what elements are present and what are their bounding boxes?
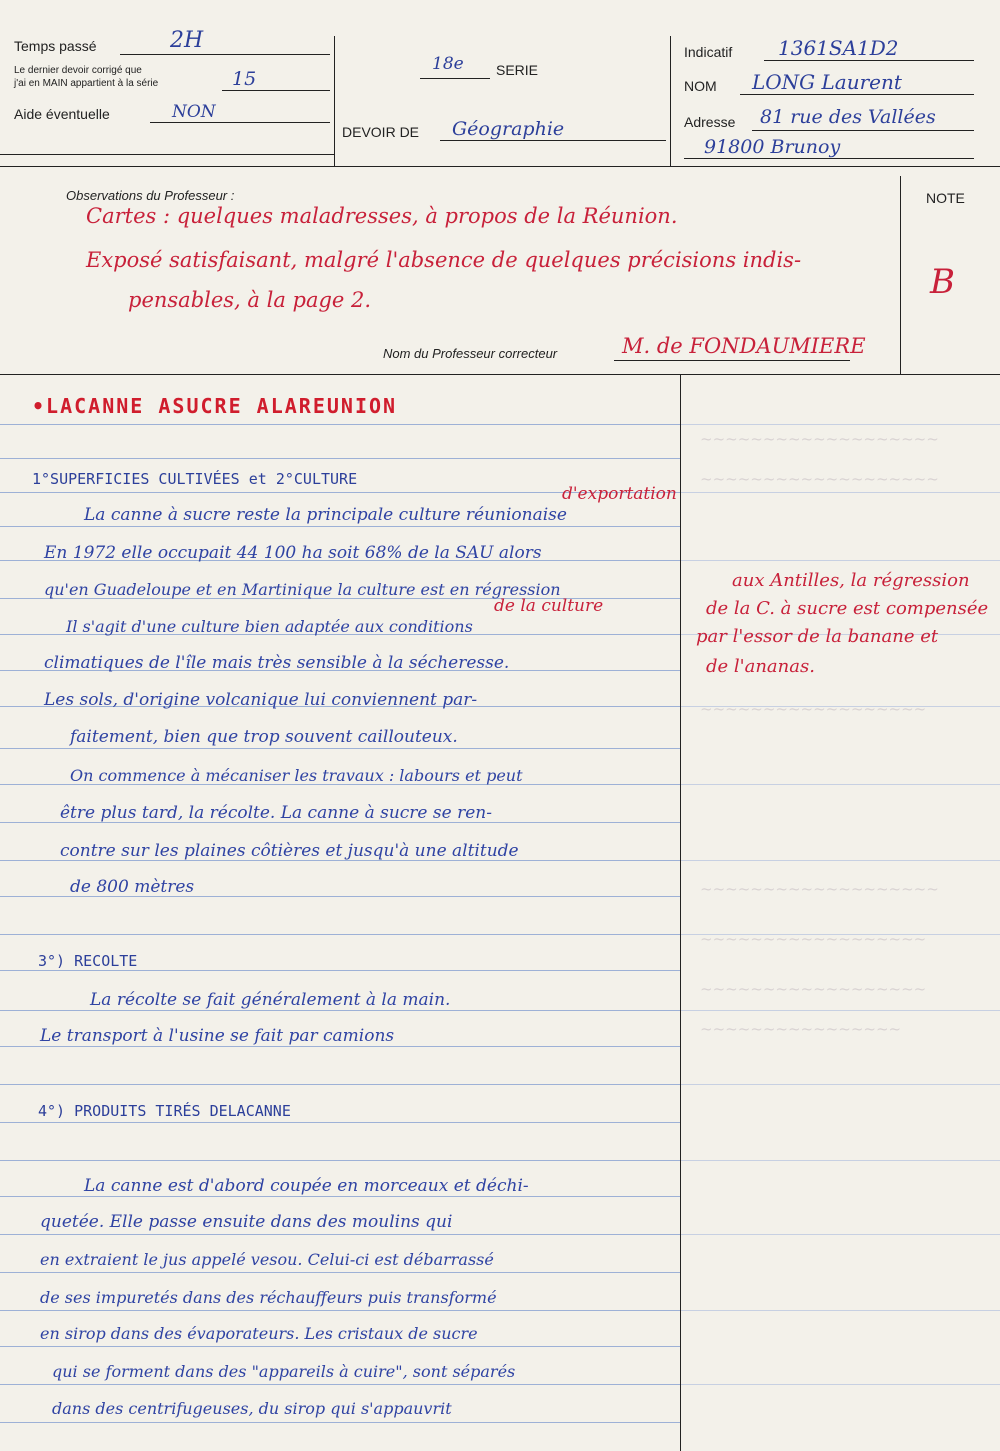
- adresse-line1[interactable]: 81 rue des Vallées: [760, 106, 936, 128]
- s1-line-4: Il s'agit d'une culture bien adaptée aux conditions: [66, 617, 473, 636]
- serie-value[interactable]: 18e: [432, 54, 464, 74]
- aide-label: Aide éventuelle: [14, 106, 110, 122]
- adresse-line2[interactable]: 91800 Brunoy: [704, 136, 841, 158]
- nom-value[interactable]: LONG Laurent: [752, 70, 902, 94]
- dernier-label-1: Le dernier devoir corrigé que: [14, 65, 142, 76]
- s1-line-6: Les sols, d'origine volcanique lui conviennent par-: [44, 690, 478, 710]
- s4-line-4: de ses impuretés dans des réchauffeurs puis transformé: [40, 1288, 497, 1307]
- s1-line-7: faitement, bien que trop souvent caillouteux.: [70, 727, 458, 747]
- insert-exportation: d'exportation: [562, 484, 677, 504]
- devoir-value[interactable]: Géographie: [452, 118, 565, 140]
- section-4-title: 4°) PRODUITS TIRÉS DELACANNE: [38, 1102, 291, 1120]
- s1-line-9: être plus tard, la récolte. La canne à sucre se ren-: [60, 803, 492, 823]
- serie-label: SERIE: [496, 62, 539, 78]
- adresse-label: Adresse: [684, 114, 736, 130]
- margin-note-1: aux Antilles, la régression: [732, 570, 970, 591]
- observation-line-1: Cartes : quelques maladresses, à propos de la Réunion.: [86, 204, 678, 228]
- s1-line-11: de 800 mètres: [70, 877, 195, 897]
- temps-label: Temps passé: [14, 38, 97, 54]
- margin-note-4: de l'ananas.: [706, 656, 815, 677]
- s1-line-8: On commence à mécaniser les travaux : labours et peut: [70, 766, 523, 785]
- s1-line-10: contre sur les plaines côtières et jusqu'à une altitude: [60, 841, 519, 861]
- s1-line-3: qu'en Guadeloupe et en Martinique la culture est en régression: [44, 580, 561, 599]
- section-3-title: 3°) RECOLTE: [38, 952, 138, 970]
- prof-value: M. de FONDAUMIERE: [622, 334, 866, 358]
- s4-line-5: en sirop dans des évaporateurs. Les cristaux de sucre: [40, 1324, 478, 1343]
- dernier-value[interactable]: 15: [232, 68, 257, 90]
- margin-note-2: de la C. à sucre est compensée: [706, 598, 989, 619]
- s1-line-2: En 1972 elle occupait 44 100 ha soit 68% de la SAU alors: [44, 543, 542, 563]
- prof-label: Nom du Professeur correcteur: [383, 346, 558, 361]
- margin-note-3: par l'essor de la banane et: [696, 626, 939, 647]
- section-1-title: 1°SUPERFICIES CULTIVÉES et 2°CULTURE: [32, 470, 358, 488]
- dernier-label-2: j'ai en MAIN appartient à la série: [14, 78, 159, 89]
- s4-line-3: en extraient le jus appelé vesou. Celui-ci est débarrassé: [40, 1250, 494, 1269]
- devoir-label: DEVOIR DE: [342, 124, 420, 140]
- aide-value[interactable]: NON: [172, 102, 216, 122]
- s4-line-6: qui se forment dans des "appareils à cuire", sont séparés: [52, 1362, 516, 1381]
- observation-line-2: Exposé satisfaisant, malgré l'absence de quelques précisions indis-: [86, 248, 802, 272]
- observation-line-3: pensables, à la page 2.: [128, 288, 372, 312]
- s3-line-1: La récolte se fait généralement à la main.: [90, 990, 451, 1010]
- s4-line-7: dans des centrifugeuses, du sirop qui s'appauvrit: [52, 1399, 452, 1418]
- indicatif-label: Indicatif: [684, 44, 733, 60]
- s1-line-5: climatiques de l'île mais très sensible à la sécheresse.: [44, 653, 510, 673]
- note-label: NOTE: [926, 190, 965, 206]
- nom-label: NOM: [684, 78, 717, 94]
- homework-sheet: ~~~~~~~~~~~~~~~~~~~ ~~~~~~~~~~~~~~~~~~~ ~~~~~~~~~~~~~~~~~~ ~~~~~~~~~~~~~~~~~~~ ~~~~~~~~~~~~~~~~~~ ~~~~~~~~~~~~~~~~~~ ~~~~~~~~~~~~~~~~ Temps passé 2H Le dernier devoir corrigé que j'ai en MAIN appartient à la série 15 Aide éventuelle NON 18e SERIE DEVOIR DE Géographie Indicatif 1361SA1D2 NOM LONG Laurent Adresse 81 rue des Vallées 91800 Brunoy Observations du Professeur : Cartes : quelques maladresses, à propos de la Réunion. Exposé satisfaisant, malgré l'absence de quelques précisions indis- pensables, à la page 2. NOTE B Nom du Professeur correcteur M. de FONDAUMIERE •LACANNE ASUCRE ALAREUNION 1°SUPERFICIES CULTIVÉES et 2°CULTURE d'exportation La canne à sucre reste la principale culture réunionaise En 1972 elle occupait 44 100 ha soit 68% de la SAU alors qu'en Guadeloupe et en Martinique la culture est en régression de la culture Il s'agit d'une culture bien adaptée aux conditions climatiques de l'île mais très sensible à la sécheresse. Les sols, d'origine volcanique lui conviennent par- faitement, bien que trop souvent caillouteux. On commence à mécaniser les travaux : labours et peut être plus tard, la récolte. La canne à sucre se ren- contre sur les plaines côtières et jusqu'à une altitude de 800 mètres aux Antilles, la régression de la C. à sucre est compensée par l'essor de la banane et de l'ananas. 3°) RECOLTE La récolte se fait généralement à la main. Le transport à l'usine se fait par camions 4°) PRODUITS TIRÉS DELACANNE La canne est d'abord coupée en morceaux et déchi- quetée. Elle passe ensuite dans des moulins qui en extraient le jus appelé vesou. Celui-ci est débarrassé de ses impuretés dans des réchauffeurs puis transformé en sirop dans des évaporateurs. Les cristaux de sucre qui se forment dans des "appareils à cuire", sont séparés dans des centrifugeuses, du sirop qui s'appauvrit: [0, 0, 1000, 1451]
- s1-line-1: La canne à sucre reste la principale culture réunionaise: [84, 505, 567, 525]
- s3-line-2: Le transport à l'usine se fait par camions: [40, 1026, 395, 1046]
- essay-title: •LACANNE ASUCRE ALAREUNION: [32, 394, 398, 418]
- temps-value[interactable]: 2H: [170, 28, 204, 53]
- note-value: B: [930, 262, 955, 302]
- observations-label: Observations du Professeur :: [66, 188, 235, 203]
- insert-de-la-culture: de la culture: [494, 596, 604, 616]
- s4-line-2: quetée. Elle passe ensuite dans des moulins qui: [40, 1212, 453, 1232]
- indicatif-value[interactable]: 1361SA1D2: [778, 36, 899, 60]
- s4-line-1: La canne est d'abord coupée en morceaux et déchi-: [84, 1176, 529, 1196]
